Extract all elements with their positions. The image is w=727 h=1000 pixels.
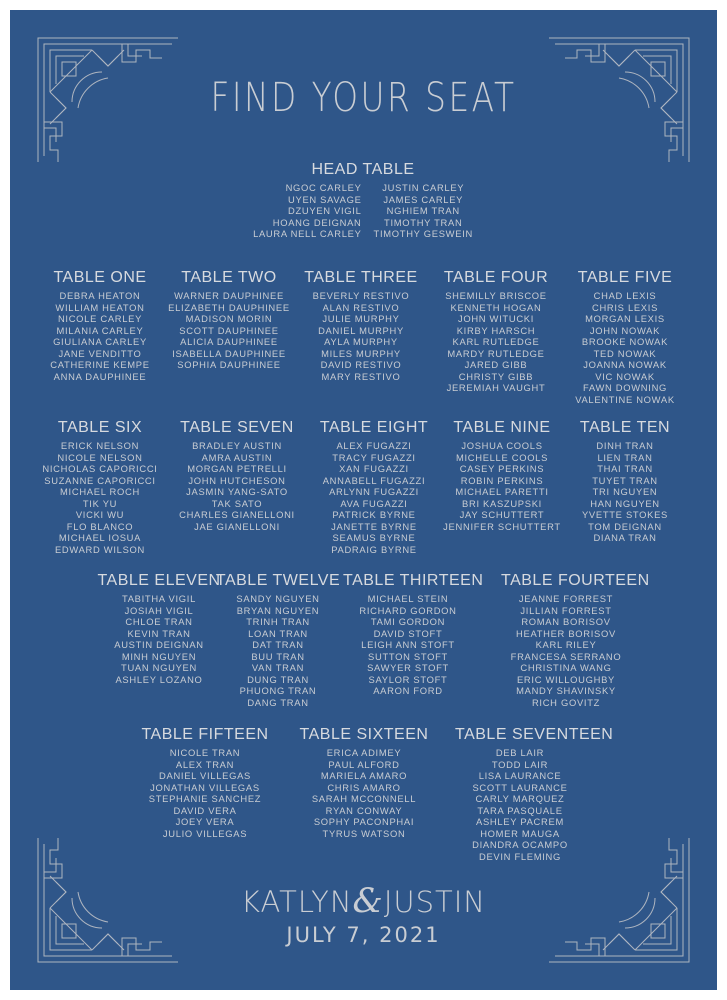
guest-name: JEREMIAH VAUGHT [446, 382, 546, 393]
table-label: TABLE FIFTEEN [141, 726, 269, 743]
guest-name: JOHN WITUCKI [457, 313, 535, 324]
table-label: TABLE THIRTEEN [343, 572, 484, 589]
guest-name: DANIEL MURPHY [318, 324, 404, 336]
guest-name: JULIE MURPHY [322, 313, 400, 324]
guest-name: MANDY SHAVINSKY [516, 685, 616, 696]
guest-name: DAT TRAN [252, 639, 304, 650]
table-block [560, 269, 690, 405]
table-block [299, 726, 429, 839]
guest-name: ERICA ADIMEY [326, 747, 402, 758]
guest-name: DANIEL VILLEGAS [159, 770, 251, 781]
guest-name: KARL RUTLEDGE [452, 336, 540, 347]
guest-name: DANG TRAN [247, 696, 309, 708]
guest-name: ERIC WILLOUGHBY [516, 673, 615, 685]
guest-list [565, 440, 685, 544]
guest-name: JARED GIBB [464, 359, 528, 370]
guest-name: SANDY NGUYEN [236, 593, 320, 604]
guest-name: JASMIN YANG-SATO [186, 486, 288, 497]
guest-name: SOPHY PACONPHAI [313, 816, 415, 827]
guest-name: ASHLEY LOZANO [115, 673, 203, 685]
guest-name: PATRICK BYRNE [332, 509, 416, 520]
table-label: TABLE ELEVEN [97, 572, 221, 589]
guest-name: KARL RILEY [535, 639, 597, 650]
table-label: TABLE FOUR [443, 269, 549, 286]
guest-name: JAE GIANELLONI [194, 520, 280, 532]
guest-name: LISA LAURANCE [478, 770, 562, 781]
guest-name: DEB LAIR [495, 747, 545, 758]
guest-list [35, 290, 165, 382]
bride-name: KATLYN [241, 885, 353, 919]
guest-list [213, 593, 343, 708]
guest-list [560, 290, 690, 405]
guest-name: DAVID VERA [173, 804, 237, 816]
guest-name: MICHELLE COOLS [455, 451, 549, 463]
guest-name: VICKI WU [75, 509, 125, 520]
guest-name: AMRA AUSTIN [201, 451, 273, 463]
table-block [437, 419, 567, 532]
table-label: TABLE SEVENTEEN [455, 726, 614, 743]
guest-name: VAN TRAN [251, 662, 305, 673]
guest-name: NGHIEM TRAN [386, 205, 460, 216]
guest-name: ALEX TRAN [175, 758, 235, 770]
guest-name: MICHAEL PARETTI [455, 486, 549, 497]
table-block [309, 419, 439, 555]
ampersand: & [352, 881, 384, 921]
guest-name: TUAN NGUYEN [121, 662, 197, 673]
guest-name: KIRBY HARSCH [456, 324, 536, 336]
guest-name: TRACY FUGAZZI [332, 451, 416, 463]
guest-list [431, 290, 561, 394]
guest-name: DIANDRA OCAMPO [472, 839, 568, 850]
guest-name: CHRISTINA WANG [520, 662, 612, 673]
guest-name: FLO BLANCO [66, 520, 134, 532]
guest-name: BUU TRAN [251, 650, 305, 662]
guest-name: ASHLEY PACREM [476, 816, 564, 827]
guest-name: WILLIAM HEATON [55, 301, 145, 313]
guest-name: STEPHANIE SANCHEZ [148, 793, 262, 804]
table-label: TABLE SIX [57, 419, 143, 436]
guest-name: CHRIS AMARO [327, 781, 401, 793]
guest-name: DUNG TRAN [247, 673, 309, 685]
guest-name: MICHAEL ROCH [60, 486, 140, 497]
guest-name: MADISON MORIN [185, 313, 273, 324]
table-label: TABLE ONE [53, 269, 147, 286]
guest-name: AARON FORD [373, 685, 443, 696]
guest-name: DEBRA HEATON [59, 290, 141, 301]
guest-name: ANNA DAUPHINEE [53, 370, 147, 382]
guest-name: CARLY MARQUEZ [475, 793, 565, 804]
head-table [213, 161, 513, 240]
head-table-right-list [374, 182, 473, 240]
table-label: TABLE FOURTEEN [501, 572, 650, 589]
guest-name: NICHOLAS CAPORICCI [42, 463, 158, 474]
guest-name: LIEN TRAN [597, 451, 653, 463]
wedding-date: JULY 7, 2021 [286, 923, 441, 947]
guest-name: SAWYER STOFT [367, 662, 449, 673]
guest-list [501, 593, 631, 708]
guest-name: JOHN NOWAK [589, 324, 661, 336]
guest-name: TABITHA VIGIL [121, 593, 197, 604]
guest-name: RICH GOVITZ [531, 696, 601, 708]
guest-name: FRANCESA SERRANO [510, 650, 622, 662]
table-block [213, 572, 343, 708]
table-block [565, 419, 685, 544]
guest-name: BRYAN NGUYEN [236, 604, 320, 616]
head-table-left-list [253, 182, 361, 240]
guest-name: JAMES CARLEY [383, 193, 464, 205]
table-block [431, 269, 561, 394]
guest-name: BRI KASZUPSKI [462, 497, 542, 509]
guest-name: JANE VENDITTO [58, 347, 142, 359]
guest-name: ARLYNN FUGAZZI [329, 486, 419, 497]
guest-name: SEAMUS BYRNE [332, 532, 416, 543]
guest-name: THAI TRAN [597, 463, 653, 474]
guest-name: JILLIAN FORREST [520, 604, 612, 616]
table-block [94, 572, 224, 685]
guest-name: DAVID RESTIVO [320, 359, 402, 370]
guest-name: JUSTIN CARLEY [382, 182, 465, 193]
couple-names [10, 883, 717, 920]
guest-name: SUZANNE CAPORICCI [44, 474, 156, 486]
guest-name: KEVIN TRAN [127, 627, 191, 639]
guest-name: JOSIAH VIGIL [124, 604, 194, 616]
seating-chart-poster [10, 10, 717, 990]
guest-name: SCOTT LAURANCE [472, 781, 568, 793]
guest-name: NICOLE TRAN [169, 747, 241, 758]
guest-name: DEVIN FLEMING [478, 850, 562, 862]
guest-name: RICHARD GORDON [359, 604, 457, 616]
guest-name: HOMER MAUGA [480, 827, 560, 839]
guest-name: DAVID STOFT [373, 627, 443, 639]
guest-name: TIMOTHY GESWEIN [373, 228, 473, 239]
guest-name: DIANA TRAN [593, 532, 657, 543]
guest-name: JOHN HUTCHESON [188, 474, 286, 486]
guest-name: LOAN TRAN [248, 627, 308, 639]
guest-name: ALEX FUGAZZI [336, 440, 412, 451]
table-label: TABLE SEVEN [180, 419, 294, 436]
guest-name: PADRAIG BYRNE [331, 543, 417, 555]
guest-name: MICHAEL IOSUA [58, 532, 142, 543]
head-table-guests [213, 182, 513, 240]
table-block [172, 419, 302, 532]
guest-name: JULIO VILLEGAS [162, 827, 248, 839]
guest-list [455, 747, 585, 862]
guest-list [343, 593, 473, 697]
guest-name: XAN FUGAZZI [339, 463, 409, 474]
table-label: TABLE THREE [304, 269, 418, 286]
guest-name: MARY RESTIVO [321, 370, 401, 382]
guest-name: JANETTE BYRNE [331, 520, 417, 532]
guest-name: TIMOTHY TRAN [384, 216, 463, 228]
guest-name: HAN NGUYEN [590, 497, 660, 509]
guest-name: AYLA MURPHY [324, 336, 398, 347]
guest-name: ROMAN BORISOV [521, 616, 611, 627]
guest-list [172, 440, 302, 532]
guest-name: TUYET TRAN [592, 474, 658, 486]
guest-name: HOANG DEIGNAN [272, 216, 362, 228]
guest-name: NICOLE CARLEY [57, 313, 143, 324]
guest-list [296, 290, 426, 382]
guest-name: TARA PASQUALE [477, 804, 563, 816]
guest-name: SHEMILLY BRISCOE [445, 290, 547, 301]
guest-list [437, 440, 567, 532]
guest-name: AVA FUGAZZI [340, 497, 408, 509]
table-block [455, 726, 614, 862]
table-label: TABLE NINE [453, 419, 551, 436]
table-block [35, 269, 165, 382]
guest-name: PAUL ALFORD [328, 758, 400, 770]
guest-name: DZUYEN VIGIL [288, 205, 362, 216]
guest-list [140, 747, 270, 839]
guest-name: YVETTE STOKES [581, 509, 669, 520]
page-title: FIND YOUR SEAT [210, 75, 517, 121]
table-block [35, 419, 165, 555]
guest-name: JOEY VERA [175, 816, 235, 827]
guest-name: JAY SCHUTTERT [459, 509, 545, 520]
guest-name: LEIGH ANN STOFT [361, 639, 455, 650]
guest-name: NICOLE NELSON [57, 451, 143, 463]
head-table-label: HEAD TABLE [311, 161, 415, 178]
guest-name: VALENTINE NOWAK [575, 393, 675, 405]
guest-list [164, 290, 294, 371]
guest-name: ALICIA DAUPHINEE [180, 336, 278, 347]
guest-name: NGOC CARLEY [285, 182, 362, 193]
table-label: TABLE EIGHT [319, 419, 429, 436]
guest-name: SCOTT DAUPHINEE [179, 324, 279, 336]
guest-name: SAYLOR STOFT [368, 673, 448, 685]
guest-name: BRADLEY AUSTIN [192, 440, 282, 451]
guest-name: CHARLES GIANELLONI [179, 509, 295, 520]
guest-list [309, 440, 439, 555]
guest-name: RYAN CONWAY [325, 804, 403, 816]
table-block [164, 269, 294, 371]
guest-list [299, 747, 429, 839]
guest-name: JONATHAN VILLEGAS [150, 781, 260, 793]
guest-name: JEANNE FORREST [518, 593, 614, 604]
guest-name: ALAN RESTIVO [322, 301, 400, 313]
guest-name: UYEN SAVAGE [288, 193, 362, 205]
guest-name: TIK YU [82, 497, 118, 509]
guest-name: VIC NOWAK [595, 370, 655, 382]
guest-name: CASEY PERKINS [459, 463, 545, 474]
table-block [343, 572, 484, 697]
guest-name: BROOKE NOWAK [581, 336, 669, 347]
guest-name: JOANNA NOWAK [583, 359, 667, 370]
guest-name: FAWN DOWNING [582, 382, 668, 393]
guest-name: AUSTIN DEIGNAN [114, 639, 204, 650]
guest-name: JOSHUA COOLS [461, 440, 543, 451]
guest-name: EDWARD WILSON [54, 543, 145, 555]
guest-name: GIULIANA CARLEY [53, 336, 147, 347]
guest-name: SOPHIA DAUPHINEE [177, 359, 281, 370]
guest-name: MORGAN LEXIS [585, 313, 665, 324]
table-label: TABLE FIVE [577, 269, 673, 286]
guest-name: TED NOWAK [593, 347, 657, 359]
guest-name: JENNIFER SCHUTTERT [443, 520, 561, 532]
table-block [296, 269, 426, 382]
guest-name: MINH NGUYEN [121, 650, 197, 662]
guest-name: PHUONG TRAN [239, 685, 317, 696]
guest-name: CHAD LEXIS [593, 290, 657, 301]
guest-name: MARIELA AMARO [320, 770, 408, 781]
guest-name: KENNETH HOGAN [450, 301, 542, 313]
guest-name: MORGAN PETRELLI [187, 463, 287, 474]
guest-name: TAMI GORDON [370, 616, 446, 627]
table-label: TABLE TWELVE [215, 572, 341, 589]
guest-name: MARDY RUTLEDGE [447, 347, 545, 359]
guest-name: HEATHER BORISOV [516, 627, 616, 639]
guest-name: CHRIS LEXIS [591, 301, 659, 313]
guest-name: CHRISTY GIBB [458, 370, 534, 382]
guest-name: WARNER DAUPHINEE [174, 290, 284, 301]
guest-name: MILES MURPHY [321, 347, 401, 359]
groom-name: JUSTIN [383, 885, 486, 919]
guest-name: TAK SATO [211, 497, 263, 509]
guest-name: DINH TRAN [596, 440, 654, 451]
guest-name: BEVERLY RESTIVO [312, 290, 410, 301]
guest-name: LAURA NELL CARLEY [253, 228, 362, 239]
table-label: TABLE TEN [579, 419, 671, 436]
guest-name: TRI NGUYEN [592, 486, 658, 497]
guest-list [35, 440, 165, 555]
guest-name: ANNABELL FUGAZZI [322, 474, 426, 486]
table-block [140, 726, 270, 839]
guest-name: CHLOE TRAN [125, 616, 193, 627]
guest-list [94, 593, 224, 685]
guest-name: CATHERINE KEMPE [50, 359, 150, 370]
table-block [501, 572, 650, 708]
guest-name: TODD LAIR [491, 758, 549, 770]
guest-name: SUTTON STOFT [368, 650, 448, 662]
table-label: TABLE SIXTEEN [299, 726, 429, 743]
guest-name: MICHAEL STEIN [367, 593, 449, 604]
guest-name: TOM DEIGNAN [588, 520, 662, 532]
guest-name: ERICK NELSON [60, 440, 140, 451]
guest-name: ELIZABETH DAUPHINEE [168, 301, 290, 313]
guest-name: MILANIA CARLEY [56, 324, 144, 336]
guest-name: TYRUS WATSON [322, 827, 406, 839]
guest-name: ROBIN PERKINS [460, 474, 544, 486]
guest-name: ISABELLA DAUPHINEE [172, 347, 286, 359]
guest-name: SARAH MCCONNELL [311, 793, 417, 804]
guest-name: TRINH TRAN [246, 616, 310, 627]
table-label: TABLE TWO [181, 269, 277, 286]
